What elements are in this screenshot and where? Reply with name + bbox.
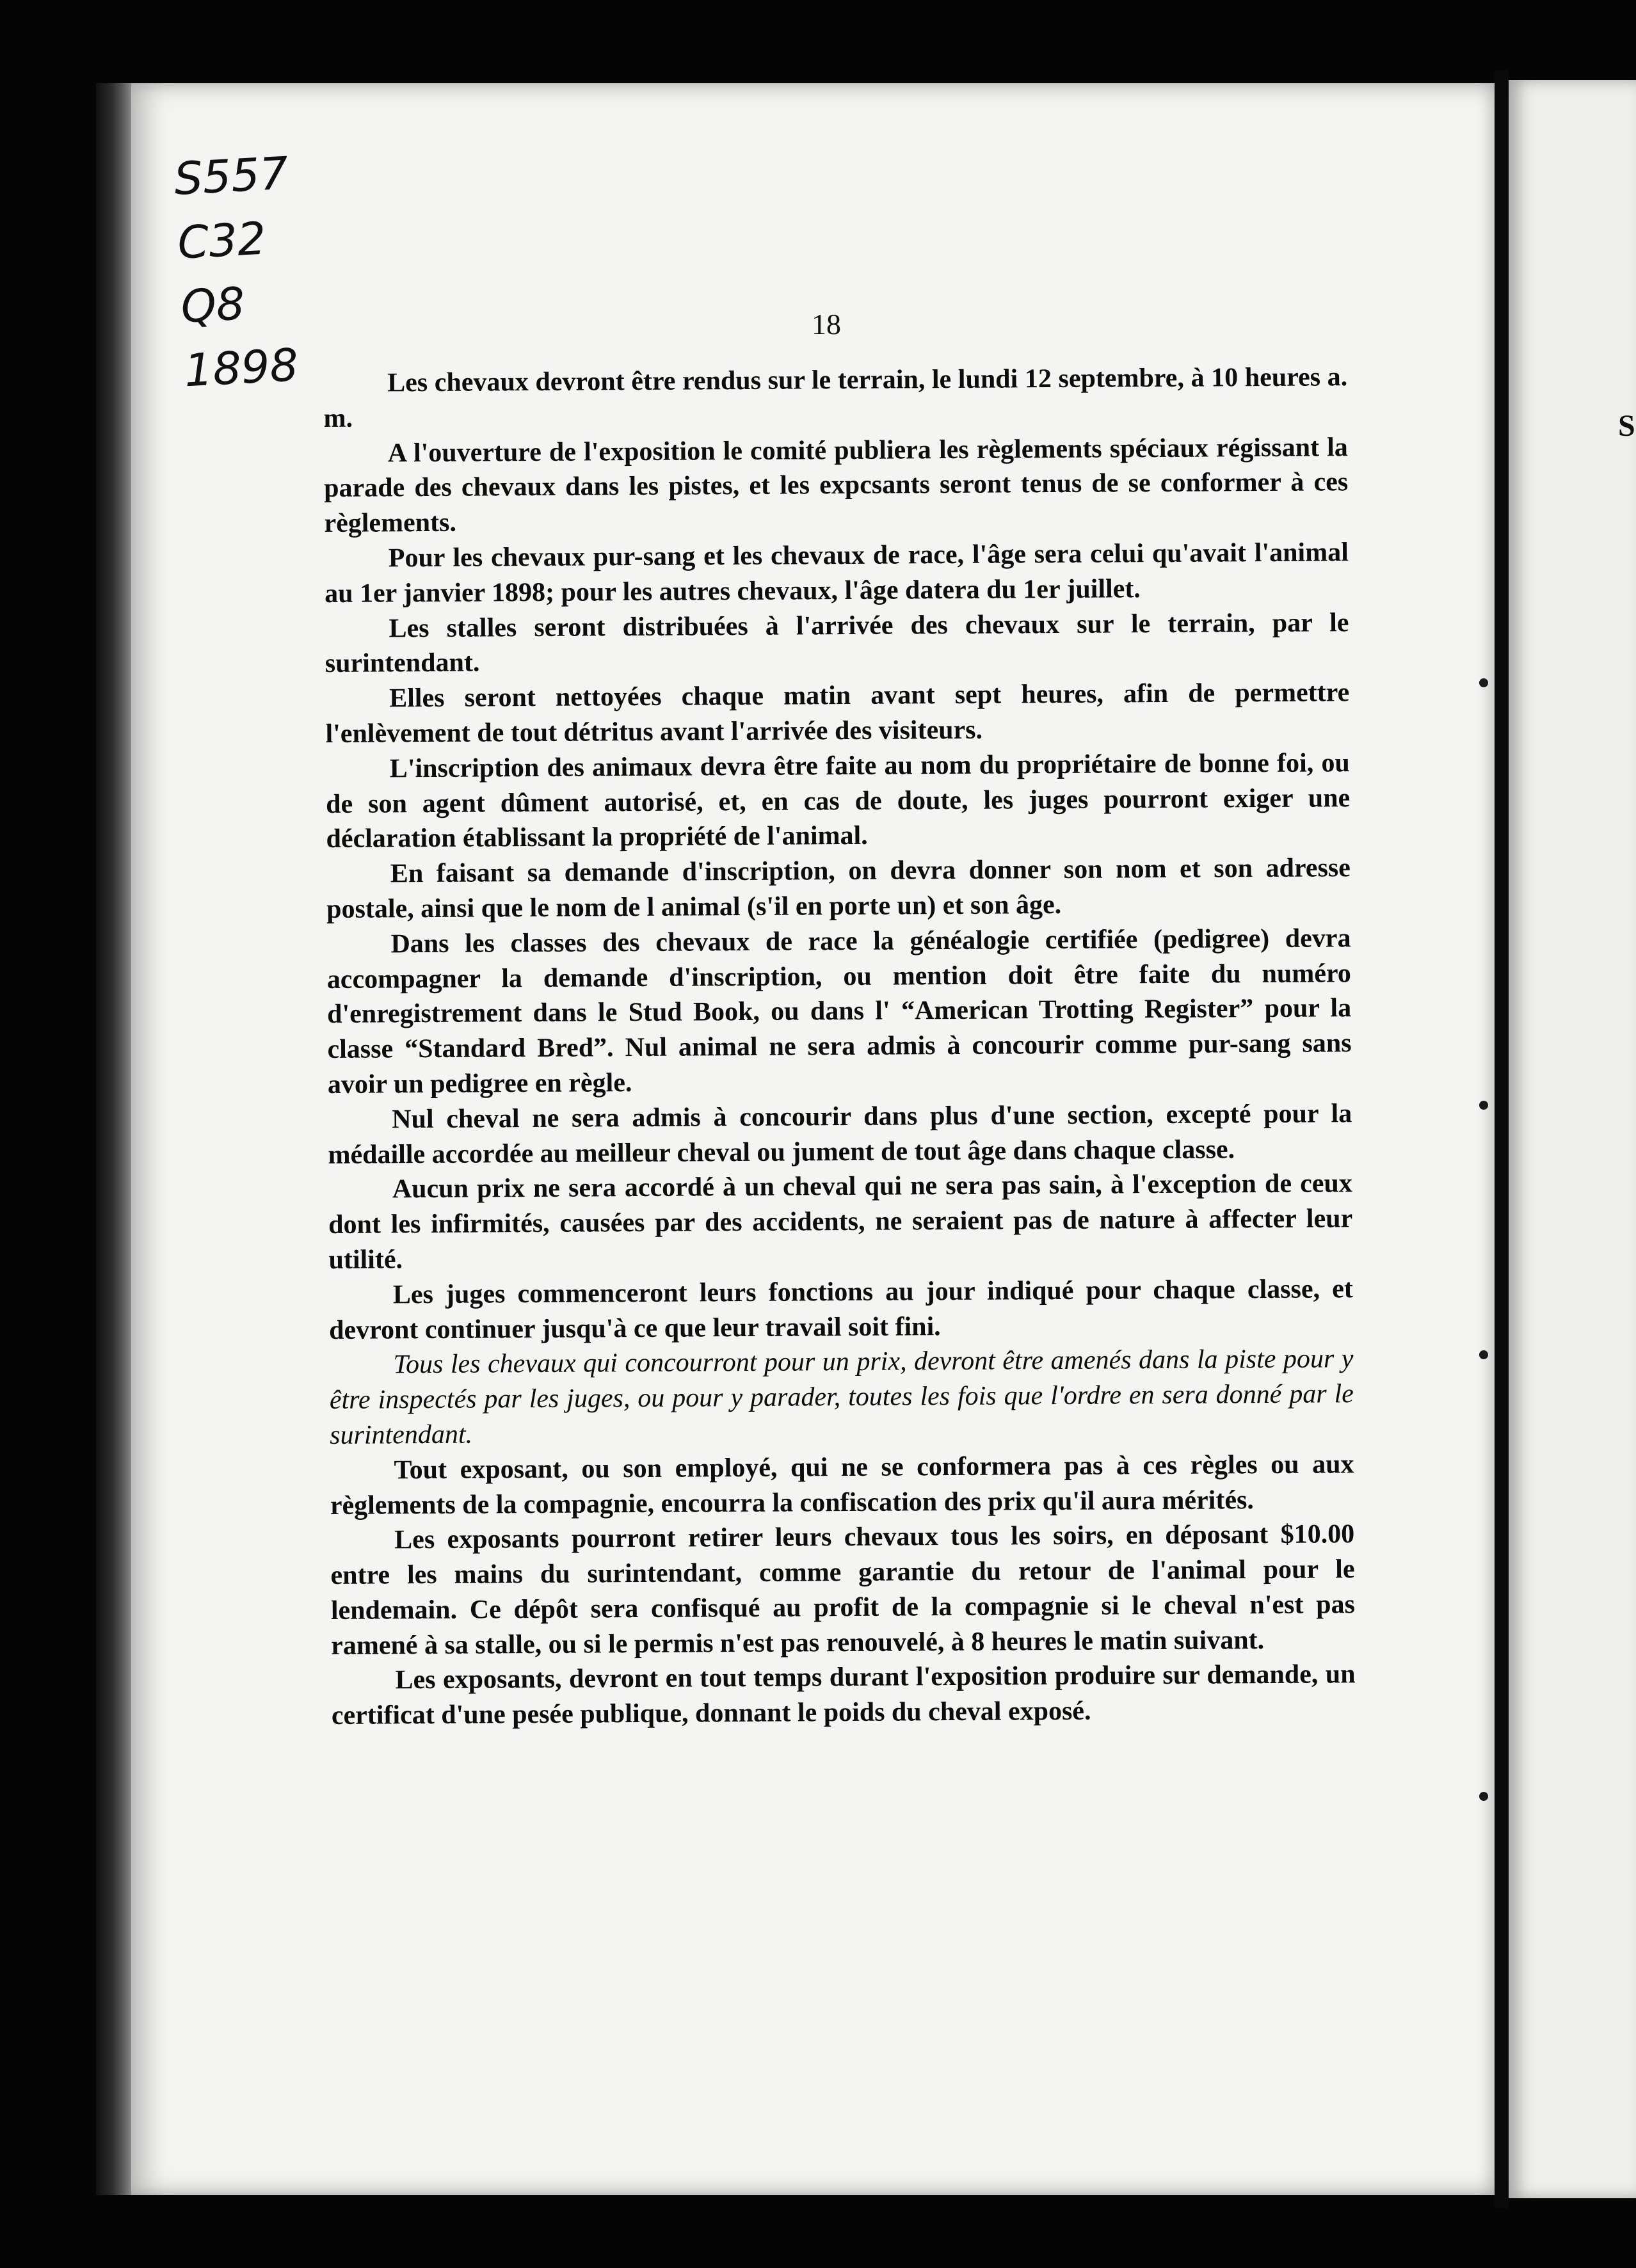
facing-page-glyph: S: [1618, 409, 1635, 443]
edge-ink-dot: [1479, 678, 1488, 687]
edge-ink-dot: [1479, 1101, 1488, 1110]
binding-shadow: [96, 83, 134, 2195]
paragraph: Les chevaux devront être rendus sur le terrain, le lundi 12 septembre, à 10 heures a. m.: [323, 362, 1348, 433]
call-number-line: 1898: [182, 339, 300, 397]
call-number-line: Q8: [179, 277, 246, 333]
paragraph: Aucun prix ne sera accordé à un cheval qui ne sera pas sain, à l'exception de ceux dont les infirmités, causées par des accidents, ne seraient pas de nature à affecter leur utilité.: [328, 1169, 1353, 1275]
call-number-line: S557: [173, 147, 290, 205]
body-text: [323, 360, 1356, 1734]
paragraph: En faisant sa demande d'inscription, on devra donner son nom et son adresse postale, ainsi que le nom de l animal (s'il en porte un) et son âge.: [326, 853, 1351, 924]
facing-page: [1509, 80, 1636, 2198]
page-number: 18: [812, 308, 841, 340]
paragraph: Dans les classes des chevaux de race la généalogie certifiée (pedigree) devra accompagner la demande d'inscription, ou mention doit être faite du numéro d'enregistrement dans le Stud Book, ou dans l' “American Trotting Register” pour la classe “Standard Bred”. Nul animal ne sera admis à concourir comme pur-sang sans avoir un pedigree en règle.: [326, 923, 1352, 1099]
paragraph-italic: Tous les chevaux qui concourront pour un prix, devront être amenés dans la piste pour y être inspectés par les juges, ou pour y parader, toutes les fois que l'ordre en sera donné par le surintendant.: [329, 1344, 1354, 1450]
edge-ink-dot: [1479, 1792, 1488, 1801]
page-gutter: [1495, 70, 1509, 2208]
handwritten-call-number: [173, 141, 300, 403]
paragraph: Pour les chevaux pur-sang et les chevaux de race, l'âge sera celui qu'avait l'animal au 1er janvier 1898; pour les autres chevaux, l'âge datera du 1er juillet.: [325, 538, 1349, 609]
paragraph: Les juges commenceront leurs fonctions au jour indiqué pour chaque classe, et devront continuer jusqu'à ce que leur travail soit fini.: [329, 1274, 1353, 1345]
paragraph: A l'ouverture de l'exposition le comité publiera les règlements spéciaux régissant la parade des chevaux dans les pistes, et les expcsants seront tenus de se conformer à ces règlements.: [324, 432, 1349, 539]
paragraph: Elles seront nettoyées chaque matin avant sept heures, afin de permettre l'enlèvement de tout détritus avant l'arrivée des visiteurs.: [325, 678, 1350, 749]
paragraph: Les exposants pourront retirer leurs chevaux tous les soirs, en déposant $10.00 entre les mains du surintendant, comme garantie du retour de l'animal pour le lendemain. Ce dépôt sera confisqué au profit de la compagnie si le cheval n'est pas ramené à sa stalle, ou si le permis n'est pas renouvelé, à 8 heures le matin suivant.: [330, 1519, 1355, 1661]
paragraph: Les exposants, devront en tout temps durant l'exposition produire sur demande, un certificat d'une pesée publique, donnant le poids du cheval exposé.: [331, 1659, 1356, 1731]
paragraph: Les stalles seront distribuées à l'arrivée des chevaux sur le terrain, par le surintendant.: [325, 607, 1349, 679]
call-number-line: C32: [176, 212, 268, 269]
edge-ink-dot: [1479, 1350, 1488, 1359]
paragraph: L'inscription des animaux devra être faite au nom du propriétaire de bonne foi, ou de son agent dûment autorisé, et, en cas de doute, les juges pourront exiger une déclaration établissant la propriété de l'animal.: [326, 747, 1351, 854]
paragraph: Tout exposant, ou son employé, qui ne se conformera pas à ces règles ou aux règlements de la compagnie, encourra la confiscation des prix qu'il aura mérités.: [330, 1449, 1354, 1521]
paragraph: Nul cheval ne sera admis à concourir dans plus d'une section, excepté pour la médaille accordée au meilleur cheval ou jument de tout âge dans chaque classe.: [328, 1098, 1352, 1170]
